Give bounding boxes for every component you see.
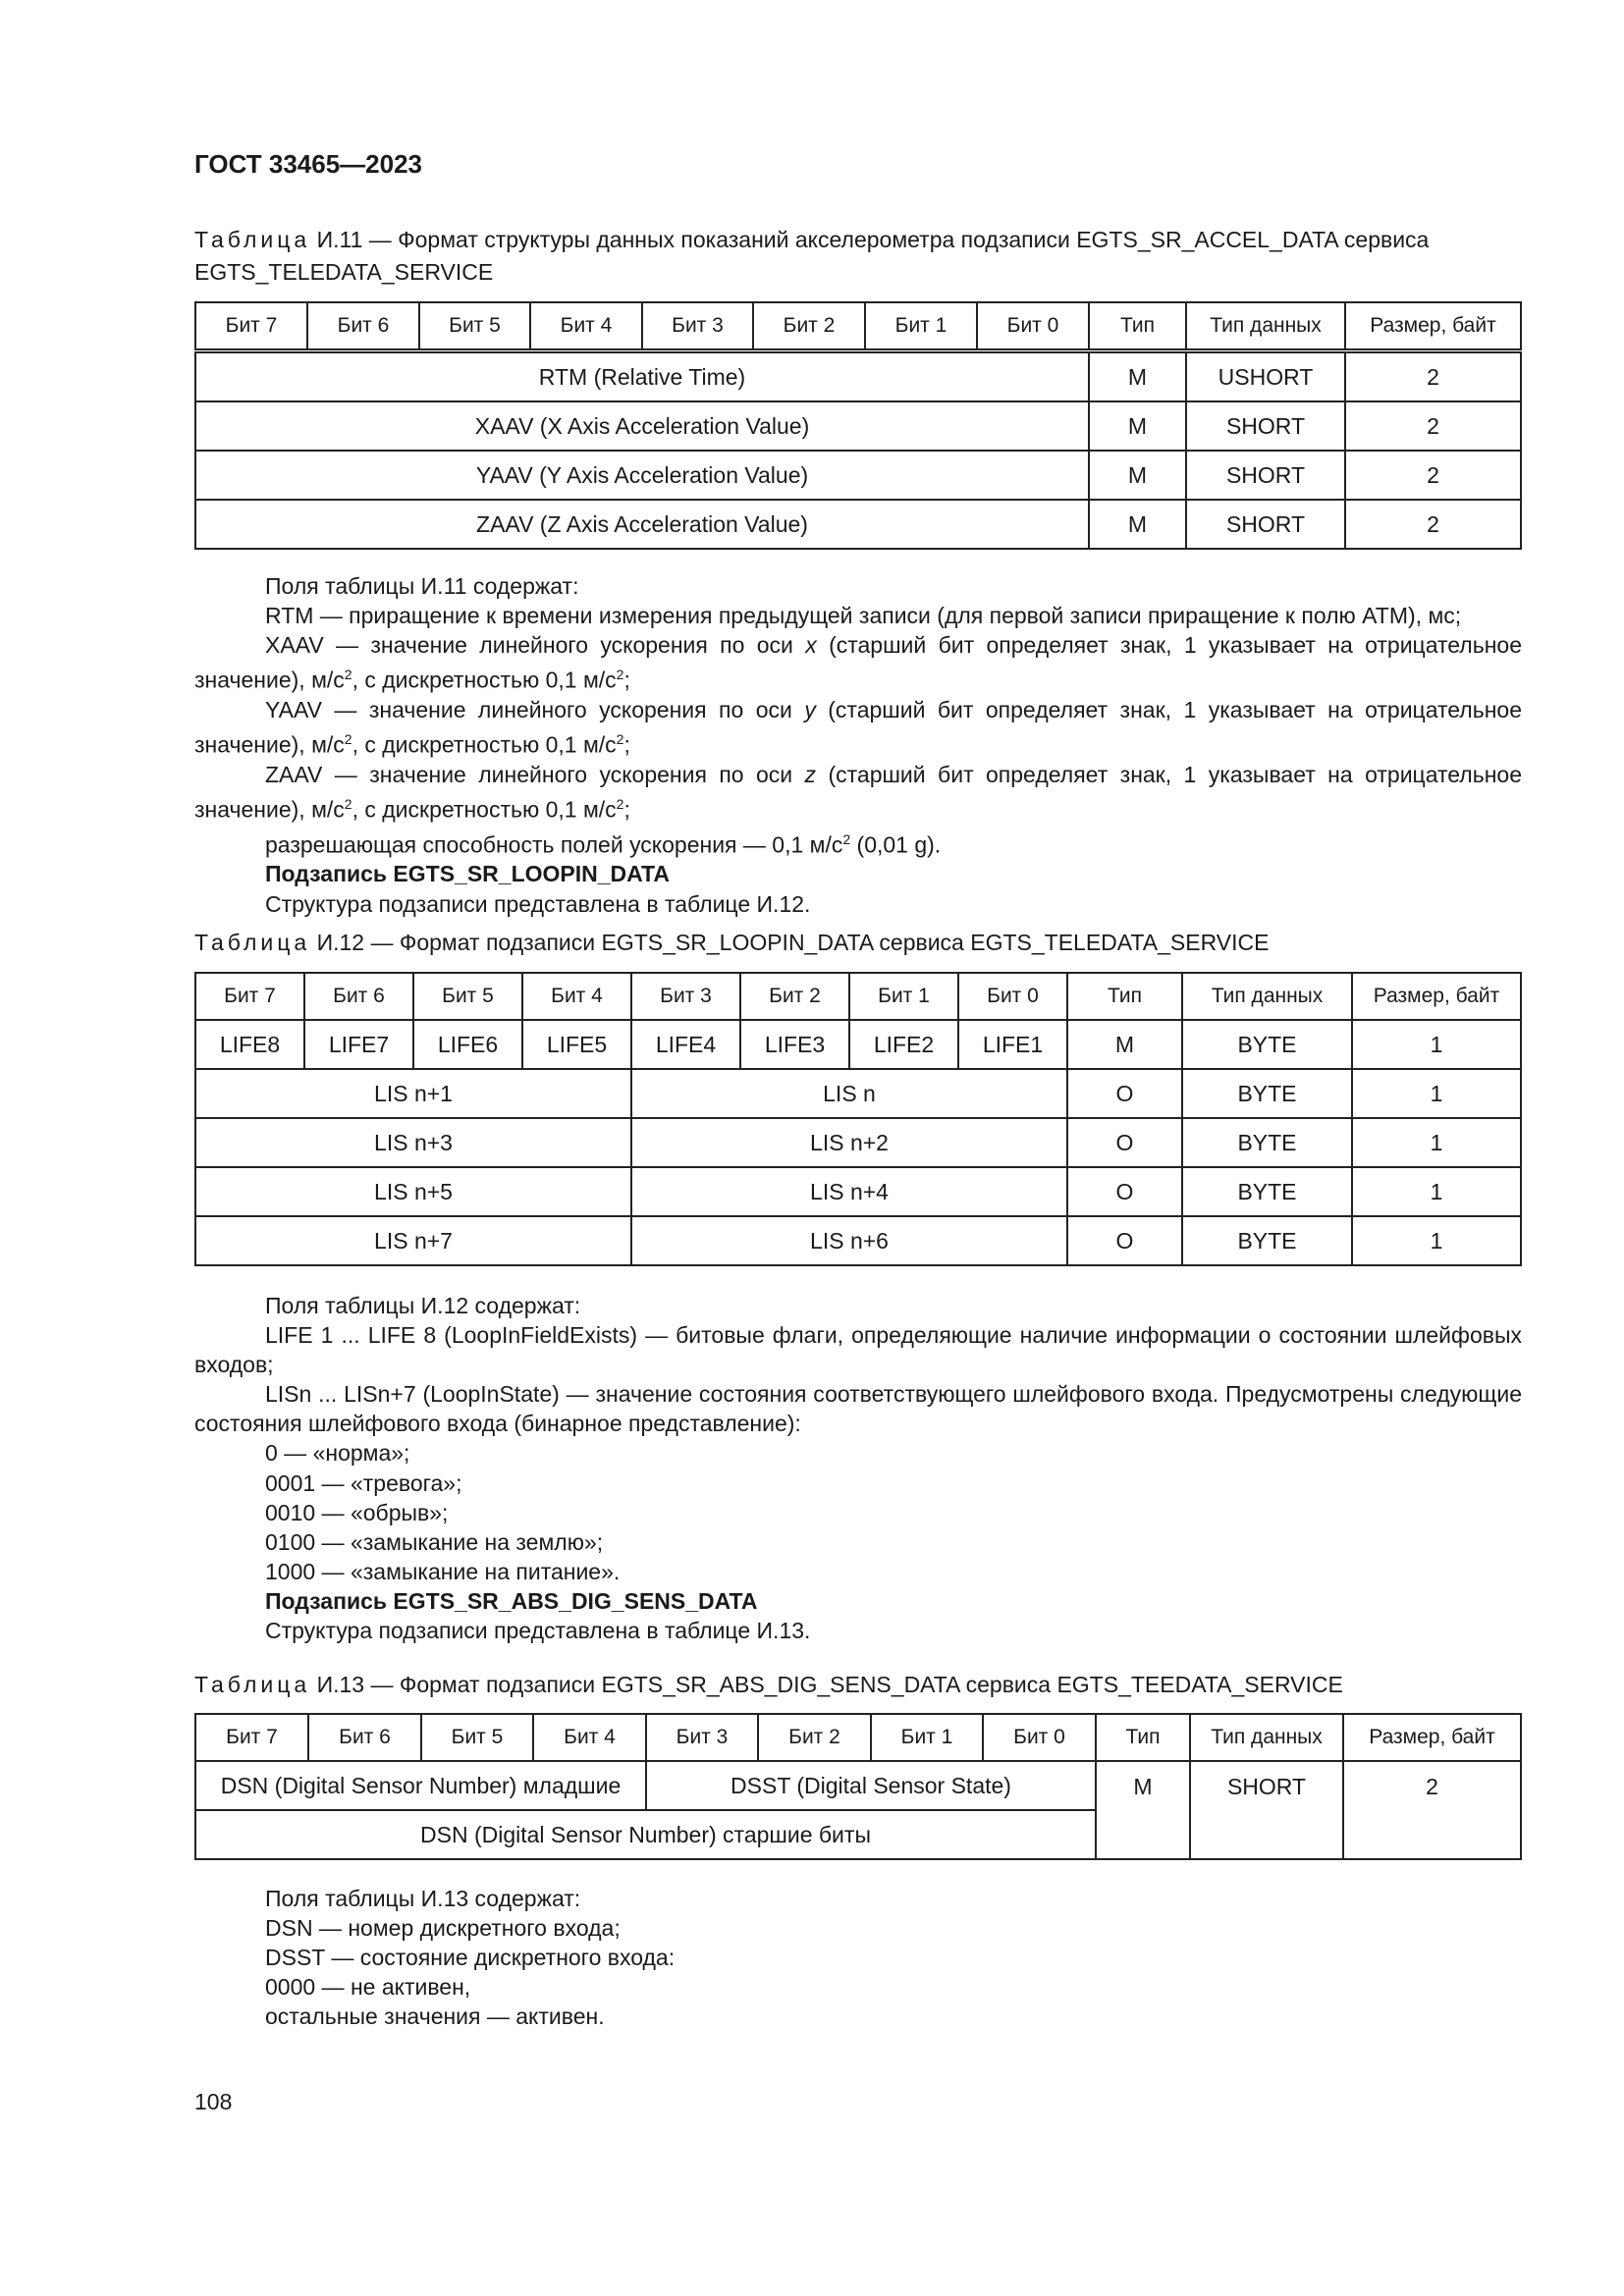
subsection-heading: Подзапись EGTS_SR_ABS_DIG_SENS_DATA bbox=[265, 1587, 758, 1614]
cell-size: 1 bbox=[1352, 1216, 1521, 1265]
column-header: Бит 1 bbox=[871, 1714, 983, 1761]
cell-lis-high: LIS n+1 bbox=[195, 1069, 631, 1118]
paragraph: 0000 — не активен, bbox=[265, 1974, 471, 2001]
column-header: Размер, байт bbox=[1345, 302, 1521, 351]
paragraph: Структура подзаписи представлена в таблице И.13. bbox=[265, 1618, 811, 1644]
cell-type: O bbox=[1067, 1118, 1182, 1167]
cell-type: O bbox=[1067, 1216, 1182, 1265]
cell-data-type: SHORT bbox=[1186, 451, 1345, 500]
paragraph: Структура подзаписи представлена в таблице И.12. bbox=[265, 890, 811, 917]
cell-data-type: BYTE bbox=[1182, 1167, 1352, 1216]
table-12-description bbox=[194, 1291, 1522, 1645]
paragraph: Поля таблицы И.12 содержат: bbox=[265, 1293, 581, 1318]
paragraph: разрешающая способность полей ускорения — 0,1 $м/с^2$ (0,01 g). bbox=[265, 830, 942, 858]
state-item: 1000 — «замыкание на питание». bbox=[265, 1558, 621, 1584]
paragraph: ZAAV — значение линейного ускорения по оси z (старший бит определяет знак, 1 указывает на отрицательное значение), $м/с^2$, с дискретностью 0,1 $м/с^2$; bbox=[194, 761, 1522, 823]
table-row bbox=[195, 401, 1521, 451]
cell-data-type: BYTE bbox=[1182, 1069, 1352, 1118]
paragraph: Поля таблицы И.13 содержат: bbox=[265, 1886, 581, 1911]
column-header: Тип bbox=[1067, 973, 1182, 1020]
paragraph: DSN — номер дискретного входа; bbox=[265, 1915, 621, 1942]
column-header: Бит 5 bbox=[413, 973, 522, 1020]
caption-text: И.12 — Формат подзаписи EGTS_SR_LOOPIN_DATA сервиса EGTS_TELEDATA_SERVICE bbox=[310, 930, 1270, 955]
paragraph: LIFE 1 ... LIFE 8 (LoopInFieldExists) — битовые флаги, определяющие наличие информации о состоянии шлейфовых входов; bbox=[194, 1322, 1522, 1378]
cell-lis-low: LIS n+2 bbox=[631, 1118, 1067, 1167]
cell-lis-low: LIS n+6 bbox=[631, 1216, 1067, 1265]
cell-field: XAAV (X Axis Acceleration Value) bbox=[195, 401, 1089, 451]
table-11-caption bbox=[194, 224, 1522, 289]
column-header: Тип данных bbox=[1190, 1714, 1343, 1761]
table-row bbox=[195, 1069, 1521, 1118]
paragraph: остальные значения — активен. bbox=[265, 2003, 605, 2030]
column-header: Бит 5 bbox=[421, 1714, 533, 1761]
cell-size: 1 bbox=[1352, 1020, 1521, 1069]
cell-data-type: USHORT bbox=[1186, 351, 1345, 402]
table-11-description bbox=[194, 571, 1522, 919]
column-header: Бит 6 bbox=[308, 1714, 421, 1761]
cell-type: M bbox=[1067, 1020, 1182, 1069]
cell-field: ZAAV (Z Axis Acceleration Value) bbox=[195, 500, 1089, 549]
column-header: Бит 3 bbox=[646, 1714, 758, 1761]
column-header: Бит 2 bbox=[740, 973, 849, 1020]
cell-type: O bbox=[1067, 1167, 1182, 1216]
column-header: Бит 3 bbox=[631, 973, 740, 1020]
column-header: Размер, байт bbox=[1352, 973, 1521, 1020]
column-header: Бит 6 bbox=[307, 302, 419, 351]
table-row bbox=[195, 1118, 1521, 1167]
caption-prefix: Таблица bbox=[194, 227, 311, 252]
table-11 bbox=[194, 301, 1522, 550]
paragraph: YAAV — значение линейного ускорения по оси y (старший бит определяет знак, 1 указывает на отрицательное значение), $м/с^2$, с дискретностью 0,1 $м/с^2$; bbox=[194, 697, 1522, 758]
column-header: Бит 2 bbox=[758, 1714, 871, 1761]
table-13-caption bbox=[194, 1669, 1522, 1701]
cell-life-flag: LIFE1 bbox=[958, 1020, 1067, 1069]
cell-size: 1 bbox=[1352, 1167, 1521, 1216]
cell-data-type: BYTE bbox=[1182, 1118, 1352, 1167]
caption-text: И.11 — Формат структуры данных показаний акселерометра подзаписи EGTS_SR_ACCEL_DATA сервиса EGTS_TELEDATA_SERVICE bbox=[194, 227, 1430, 285]
cell-lis-low: LIS n bbox=[631, 1069, 1067, 1118]
cell-lis-high: LIS n+3 bbox=[195, 1118, 631, 1167]
column-header: Бит 7 bbox=[195, 973, 304, 1020]
cell-lis-low: LIS n+4 bbox=[631, 1167, 1067, 1216]
table-row bbox=[195, 1216, 1521, 1265]
column-header: Бит 7 bbox=[195, 1714, 308, 1761]
column-header: Бит 1 bbox=[849, 973, 958, 1020]
cell-type: M bbox=[1089, 451, 1186, 500]
state-item: 0100 — «замыкание на землю»; bbox=[265, 1528, 604, 1555]
cell-lis-high: LIS n+7 bbox=[195, 1216, 631, 1265]
column-header: Бит 5 bbox=[419, 302, 530, 351]
caption-prefix: Таблица bbox=[194, 1672, 311, 1697]
cell-field: RTM (Relative Time) bbox=[195, 351, 1089, 402]
column-header: Бит 3 bbox=[642, 302, 753, 351]
state-item: 0 — «норма»; bbox=[265, 1440, 410, 1467]
caption-prefix: Таблица bbox=[194, 930, 311, 955]
cell-data-type: BYTE bbox=[1182, 1216, 1352, 1265]
column-header: Тип bbox=[1089, 302, 1186, 351]
column-header: Бит 0 bbox=[983, 1714, 1096, 1761]
cell-life-flag: LIFE8 bbox=[195, 1020, 304, 1069]
subsection-heading: Подзапись EGTS_SR_LOOPIN_DATA bbox=[265, 861, 671, 887]
cell-data-type: SHORT bbox=[1186, 401, 1345, 451]
cell-life-flag: LIFE6 bbox=[413, 1020, 522, 1069]
column-header: Бит 7 bbox=[195, 302, 307, 351]
table-row bbox=[195, 451, 1521, 500]
column-header: Бит 6 bbox=[304, 973, 413, 1020]
table-row bbox=[195, 1167, 1521, 1216]
table-12 bbox=[194, 972, 1522, 1266]
document-header: ГОСТ 33465—2023 bbox=[194, 149, 422, 179]
cell-dsn-low: DSN (Digital Sensor Number) младшие bbox=[195, 1761, 646, 1810]
column-header: Размер, байт bbox=[1343, 1714, 1521, 1761]
caption-text: И.13 — Формат подзаписи EGTS_SR_ABS_DIG_SENS_DATA сервиса EGTS_TEEDATA_SERVICE bbox=[310, 1672, 1343, 1697]
cell-life-flag: LIFE7 bbox=[304, 1020, 413, 1069]
paragraph: XAAV — значение линейного ускорения по оси x (старший бит определяет знак, 1 указывает на отрицательное значение), $м/с^2$, с дискретностью 0,1 $м/с^2$; bbox=[194, 632, 1522, 693]
cell-life-flag: LIFE5 bbox=[522, 1020, 631, 1069]
cell-dsst: DSST (Digital Sensor State) bbox=[646, 1761, 1096, 1810]
cell-type: M bbox=[1096, 1761, 1190, 1859]
cell-data-type: SHORT bbox=[1186, 500, 1345, 549]
column-header: Бит 4 bbox=[530, 302, 642, 351]
table-13 bbox=[194, 1713, 1522, 1860]
cell-dsn-high: DSN (Digital Sensor Number) старшие биты bbox=[195, 1810, 1096, 1859]
cell-size: 1 bbox=[1352, 1069, 1521, 1118]
cell-life-flag: LIFE3 bbox=[740, 1020, 849, 1069]
state-item: 0001 — «тревога»; bbox=[265, 1469, 462, 1496]
table-12-caption bbox=[194, 927, 1522, 959]
column-header: Тип данных bbox=[1186, 302, 1345, 351]
cell-size: 1 bbox=[1352, 1118, 1521, 1167]
cell-size: 2 bbox=[1345, 401, 1521, 451]
column-header: Бит 1 bbox=[865, 302, 977, 351]
cell-size: 2 bbox=[1345, 351, 1521, 402]
paragraph: DSST — состояние дискретного входа: bbox=[265, 1945, 676, 1971]
page-number: 108 bbox=[194, 2089, 233, 2114]
paragraph: Поля таблицы И.11 содержат: bbox=[265, 573, 579, 599]
cell-type: M bbox=[1089, 500, 1186, 549]
column-header: Бит 2 bbox=[753, 302, 865, 351]
state-item: 0010 — «обрыв»; bbox=[265, 1499, 449, 1525]
cell-life-flag: LIFE4 bbox=[631, 1020, 740, 1069]
cell-type: M bbox=[1089, 351, 1186, 402]
cell-field: YAAV (Y Axis Acceleration Value) bbox=[195, 451, 1089, 500]
paragraph: RTM — приращение к времени измерения предыдущей записи (для первой записи приращение к полю ATM), мс; bbox=[265, 603, 1462, 629]
table-row bbox=[195, 351, 1521, 402]
column-header: Бит 4 bbox=[533, 1714, 646, 1761]
cell-type: M bbox=[1089, 401, 1186, 451]
cell-size: 2 bbox=[1343, 1761, 1521, 1859]
cell-life-flag: LIFE2 bbox=[849, 1020, 958, 1069]
cell-size: 2 bbox=[1345, 500, 1521, 549]
paragraph: LISn ... LISn+7 (LoopInState) — значение состояния соответствующего шлейфового входа. Предусмотрены следующие состояния шлейфового входа (бинарное представление): bbox=[194, 1381, 1522, 1437]
cell-lis-high: LIS n+5 bbox=[195, 1167, 631, 1216]
table-13-description bbox=[194, 1884, 1522, 2031]
cell-size: 2 bbox=[1345, 451, 1521, 500]
column-header: Тип bbox=[1096, 1714, 1190, 1761]
column-header: Бит 0 bbox=[977, 302, 1089, 351]
cell-data-type: BYTE bbox=[1182, 1020, 1352, 1069]
cell-type: O bbox=[1067, 1069, 1182, 1118]
cell-data-type: SHORT bbox=[1190, 1761, 1343, 1859]
table-row bbox=[195, 500, 1521, 549]
column-header: Тип данных bbox=[1182, 973, 1352, 1020]
column-header: Бит 4 bbox=[522, 973, 631, 1020]
column-header: Бит 0 bbox=[958, 973, 1067, 1020]
